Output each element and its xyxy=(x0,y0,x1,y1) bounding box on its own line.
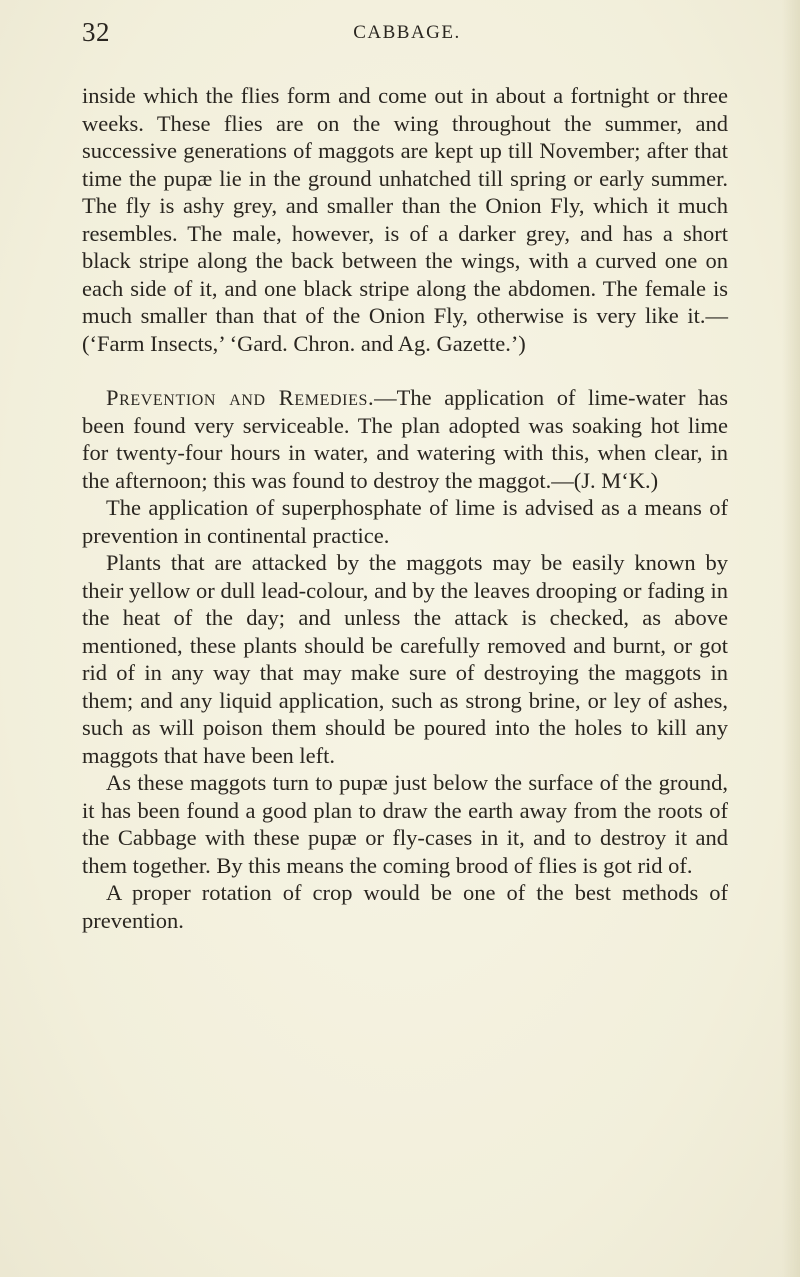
paragraph-text: —The application of lime-water has been found very serviceable. The plan adopted was soaking hot lime for twenty-four hours in water, and watering with this, when clear, in the afternoon; this was found to destroy the maggot.—(J. M‘K.) xyxy=(82,385,728,493)
paragraph: As these maggots turn to pupæ just below the surface of the ground, it has been found a good plan to draw the earth away from the roots of the Cabbage with these pupæ or fly-cases in it, and to destroy it and them together. By this means the coming brood of flies is got rid of. xyxy=(82,770,728,878)
section-heading: Prevention and Remedies. xyxy=(106,385,375,410)
body-text xyxy=(82,82,728,934)
paragraph: inside which the flies form and come out in about a fortnight or three weeks. These flies are on the wing throughout the summer, and successive generations of maggots are kept up till November; after that time the pupæ lie in the ground unhatched till spring or early summer. The fly is ashy grey, and smaller than the Onion Fly, which it much resembles. The male, however, is of a darker grey, and has a short black stripe along the back between the wings, with a curved one on each side of it, and one black stripe along the abdomen. The female is much smaller than that of the Onion Fly, otherwise is very like it.—(‘Farm Insects,’ ‘Gard. Chron. and Ag. Gazette.’) xyxy=(82,83,728,356)
paragraph: A proper rotation of crop would be one of the best methods of prevention. xyxy=(82,880,728,933)
running-title: CABBAGE. xyxy=(353,22,461,43)
paragraph: The application of superphosphate of lime is advised as a means of prevention in continental practice. xyxy=(82,495,728,548)
page-number: 32 xyxy=(82,17,110,47)
page-edge-shadow xyxy=(782,0,800,1277)
paragraph xyxy=(82,384,728,494)
paragraph: Plants that are attacked by the maggots may be easily known by their yellow or dull lead-colour, and by the leaves drooping or fading in the heat of the day; and unless the attack is checked, as above mentioned, these plants should be carefully removed and burnt, or got rid of in any way that may make sure of destroying the maggots in them; and any liquid application, such as strong brine, or ley of ashes, such as will poison them should be poured into the holes to kill any maggots that have been left. xyxy=(82,550,728,768)
